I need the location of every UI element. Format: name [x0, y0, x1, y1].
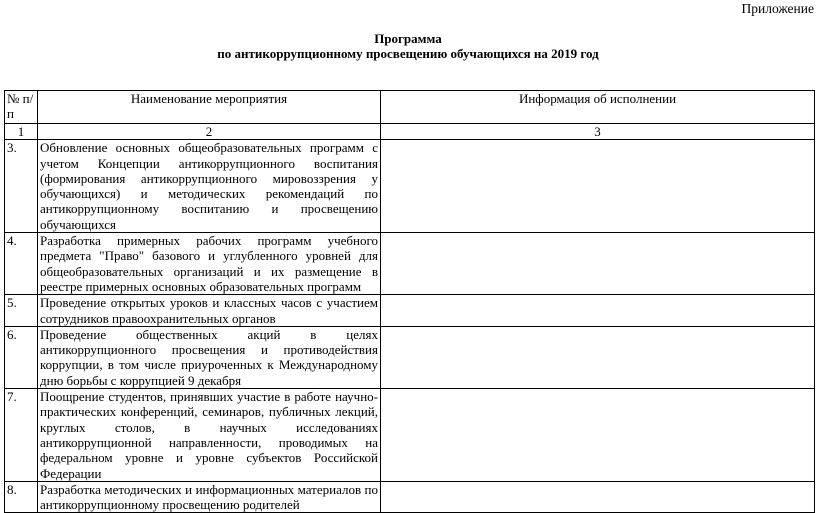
row-activity: Поощрение студентов, принявших участие в работе научно-практических конференций, семинаров, публичных лекций, круглых столов, в научных исследованиях антикоррупционной направленности, проводимых на федеральном уровне и уровне субъектов Российской Федерации [38, 389, 381, 482]
table-header-row [5, 91, 815, 124]
table-row [5, 481, 815, 513]
row-number: 6. [5, 326, 38, 388]
index-cell-2: 2 [38, 124, 381, 140]
row-number: 8. [5, 481, 38, 513]
table-row [5, 140, 815, 233]
row-info[interactable] [381, 233, 815, 295]
row-activity: Проведение общественных акций в целях антикоррупционного просвещения и противодействия коррупции, в том числе приуроченных к Международному дню борьбы с коррупцией 9 декабря [38, 326, 381, 388]
column-index-row [5, 124, 815, 140]
row-number: 3. [5, 140, 38, 233]
row-activity: Разработка примерных рабочих программ учебного предмета "Право" базового и углубленного уровней для общеобразовательных организаций и их размещение в реестре примерных основных образовательных программ [38, 233, 381, 295]
index-cell-3: 3 [381, 124, 815, 140]
title-line-1: Программа [374, 31, 442, 46]
table-row [5, 389, 815, 482]
document-title [0, 31, 816, 61]
index-cell-1: 1 [5, 124, 38, 140]
row-info[interactable] [381, 389, 815, 482]
header-num: № п/п [5, 91, 38, 124]
row-info[interactable] [381, 295, 815, 327]
title-line-2: по антикоррупционному просвещению обучающихся на 2019 год [217, 46, 599, 61]
program-table [4, 90, 815, 513]
header-info: Информация об исполнении [381, 91, 815, 124]
row-info[interactable] [381, 481, 815, 513]
row-number: 4. [5, 233, 38, 295]
row-number: 7. [5, 389, 38, 482]
row-activity: Разработка методических и информационных материалов по антикоррупционному просвещению родителей [38, 481, 381, 513]
table-row [5, 295, 815, 327]
row-activity: Обновление основных общеобразовательных программ с учетом Концепции антикоррупционного воспитания (формирования антикоррупционного мировоззрения у обучающихся) и методических рекомендаций по антикоррупционному воспитанию и просвещению обучающихся [38, 140, 381, 233]
header-name: Наименование мероприятия [38, 91, 381, 124]
table-row [5, 233, 815, 295]
table-row [5, 326, 815, 388]
row-activity: Проведение открытых уроков и классных часов с участием сотрудников правоохранительных органов [38, 295, 381, 327]
row-info[interactable] [381, 140, 815, 233]
row-number: 5. [5, 295, 38, 327]
row-info[interactable] [381, 326, 815, 388]
appendix-label: Приложение [741, 1, 814, 16]
